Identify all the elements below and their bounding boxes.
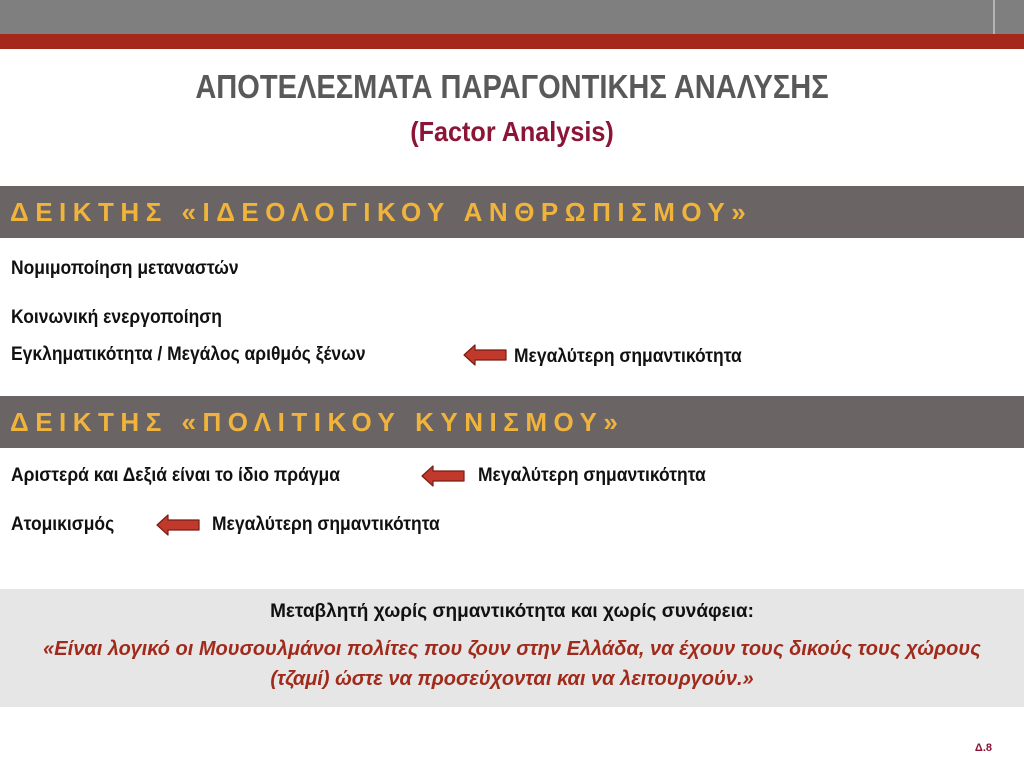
left-arrow-icon (156, 513, 200, 537)
page-number: Δ.8 (974, 742, 992, 754)
top-red-bar (0, 34, 1024, 49)
section1-header-band (0, 186, 1024, 238)
slide-title: ΑΠΟΤΕΛΕΣΜΑΤΑ ΠΑΡΑΓΟΝΤΙΚΗΣ ΑΝΑΛΥΣΗΣ (195, 68, 829, 105)
footer-lead: Μεταβλητή χωρίς σημαντικότητα και χωρίς συνάφεια: (270, 601, 754, 622)
footer-quote (0, 634, 1024, 694)
section1-item-3-note: Μεγαλύτερη σημαντικότητα (514, 346, 742, 367)
section1-header: ΔΕΙΚΤΗΣ «ΙΔΕΟΛΟΓΙΚΟΥ ΑΝΘΡΩΠΙΣΜΟΥ» (10, 196, 753, 227)
section2-header-band (0, 396, 1024, 448)
section1-item-2: Κοινωνική ενεργοποίηση (11, 307, 222, 328)
section2-item-2: Ατομικισμός (11, 514, 115, 535)
section1-item-3: Εγκληματικότητα / Μεγάλος αριθμός ξένων (11, 344, 366, 365)
left-arrow-icon (463, 343, 507, 367)
footer-quote-line1: «Είναι λογικό οι Μουσουλμάνοι πολίτες που ζουν στην Ελλάδα, να έχουν τους δικούς τους χώρους (43, 638, 981, 660)
section2-item-1-note: Μεγαλύτερη σημαντικότητα (478, 465, 706, 486)
section1-item-1: Νομιμοποίηση μεταναστών (11, 258, 239, 279)
section2-item-1: Αριστερά και Δεξιά είναι το ίδιο πράγμα (11, 465, 340, 486)
left-arrow-icon (421, 464, 465, 488)
slide-subtitle: (Factor Analysis) (410, 116, 614, 147)
top-bar-divider (993, 0, 995, 34)
section2-header: ΔΕΙΚΤΗΣ «ΠΟΛΙΤΙΚΟΥ ΚΥΝΙΣΜΟΥ» (10, 406, 625, 437)
footer-quote-line2: (τζαμί) ώστε να προσεύχονται και να λειτουργούν.» (270, 668, 754, 690)
section2-item-2-note: Μεγαλύτερη σημαντικότητα (212, 514, 440, 535)
top-gray-bar (0, 0, 1024, 34)
